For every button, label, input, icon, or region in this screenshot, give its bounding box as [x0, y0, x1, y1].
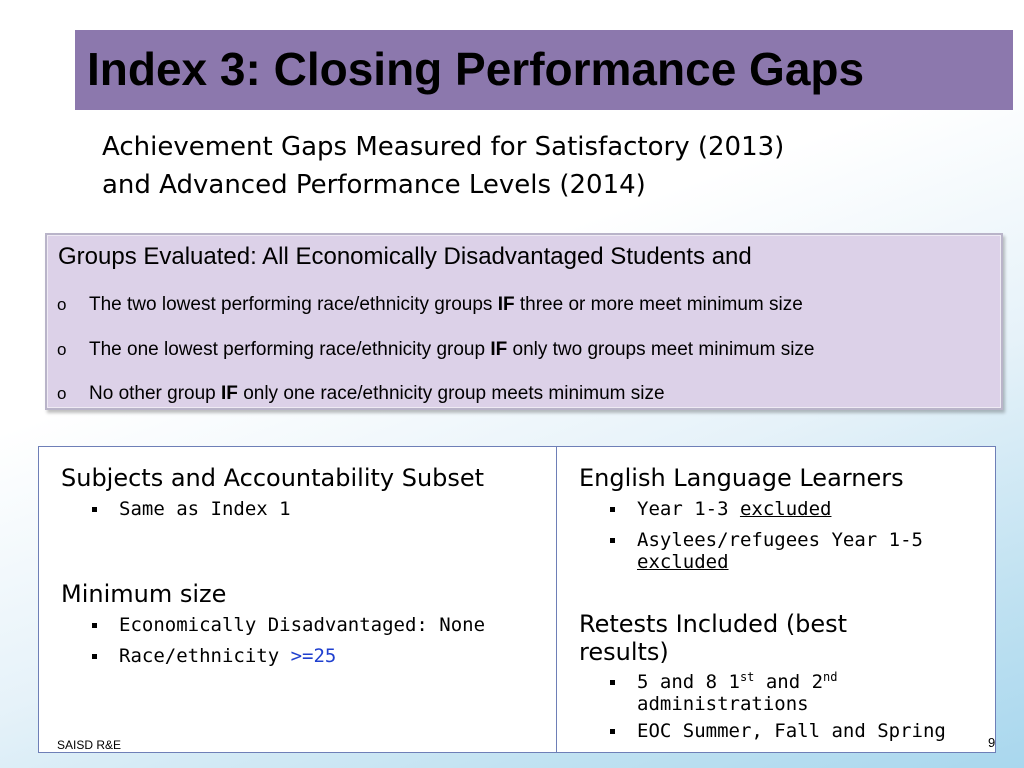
- list-item: [637, 720, 946, 742]
- title-bar: [75, 30, 1013, 110]
- circle-bullet-icon: o: [57, 340, 67, 359]
- column-divider: [556, 447, 557, 752]
- group-condition: only one race/ethnicity group meets minimum size: [237, 383, 665, 404]
- race-ethnicity-threshold: >=25: [290, 645, 337, 667]
- groups-evaluated-box: [45, 233, 1003, 410]
- ordinal-suffix: st: [739, 670, 755, 684]
- race-ethnicity-label: Race/ethnicity: [119, 645, 291, 667]
- list-item: [119, 498, 291, 520]
- econ-disadvantaged-item: Economically Disadvantaged: None: [119, 614, 486, 636]
- group-text: No other group: [89, 383, 222, 404]
- square-bullet-icon: [610, 680, 615, 685]
- circle-bullet-icon: o: [57, 384, 67, 403]
- groups-title: Groups Evaluated: All Economically Disadvantaged Students and: [58, 243, 752, 270]
- retests-heading-line-2: results): [579, 638, 669, 666]
- slide-title: Index 3: Closing Performance Gaps: [87, 43, 865, 95]
- ell-item-text: Asylees/refugees Year 1-5: [637, 529, 923, 551]
- square-bullet-icon: [610, 538, 615, 543]
- square-bullet-icon: [92, 654, 97, 659]
- slide-subtitle: [102, 128, 962, 204]
- if-keyword: IF: [221, 383, 238, 404]
- retests-text: 5 and 8 1: [637, 671, 740, 693]
- excluded-text: excluded: [637, 551, 729, 573]
- subtitle-line-2: and Advanced Performance Levels (2014): [102, 170, 646, 200]
- retests-heading-line-1: Retests Included (best: [579, 610, 848, 638]
- list-item: [637, 498, 831, 520]
- retests-text: and 2: [754, 671, 824, 693]
- ordinal-suffix: nd: [823, 670, 838, 684]
- retests-text: administrations: [637, 693, 809, 715]
- group-text: The two lowest performing race/ethnicity groups: [89, 294, 498, 315]
- square-bullet-icon: [610, 507, 615, 512]
- list-item: [119, 614, 485, 636]
- retests-heading: [579, 610, 847, 666]
- subtitle-line-1: Achievement Gaps Measured for Satisfactory (2013): [102, 132, 785, 162]
- list-item: [637, 671, 838, 715]
- subjects-item: Same as Index 1: [119, 498, 291, 520]
- group-text: The one lowest performing race/ethnicity group: [89, 339, 491, 360]
- footer-organization: SAISD R&E: [57, 738, 122, 752]
- slide-number: 9: [988, 735, 996, 750]
- details-panel: [38, 446, 996, 753]
- ell-heading: English Language Learners: [579, 464, 904, 492]
- group-condition: only two groups meet minimum size: [507, 339, 815, 360]
- subjects-heading: Subjects and Accountability Subset: [61, 464, 485, 492]
- circle-bullet-icon: o: [57, 295, 67, 314]
- if-keyword: IF: [497, 294, 515, 315]
- minimum-size-heading: Minimum size: [61, 580, 227, 608]
- group-condition: three or more meet minimum size: [514, 294, 803, 315]
- list-item: [119, 645, 336, 667]
- square-bullet-icon: [92, 623, 97, 628]
- list-item: [637, 529, 923, 573]
- eoc-item: EOC Summer, Fall and Spring: [637, 720, 946, 742]
- square-bullet-icon: [610, 729, 615, 734]
- excluded-text: excluded: [739, 498, 832, 520]
- ell-item-text: Year 1-3: [637, 498, 740, 520]
- square-bullet-icon: [92, 507, 97, 512]
- if-keyword: IF: [490, 339, 508, 360]
